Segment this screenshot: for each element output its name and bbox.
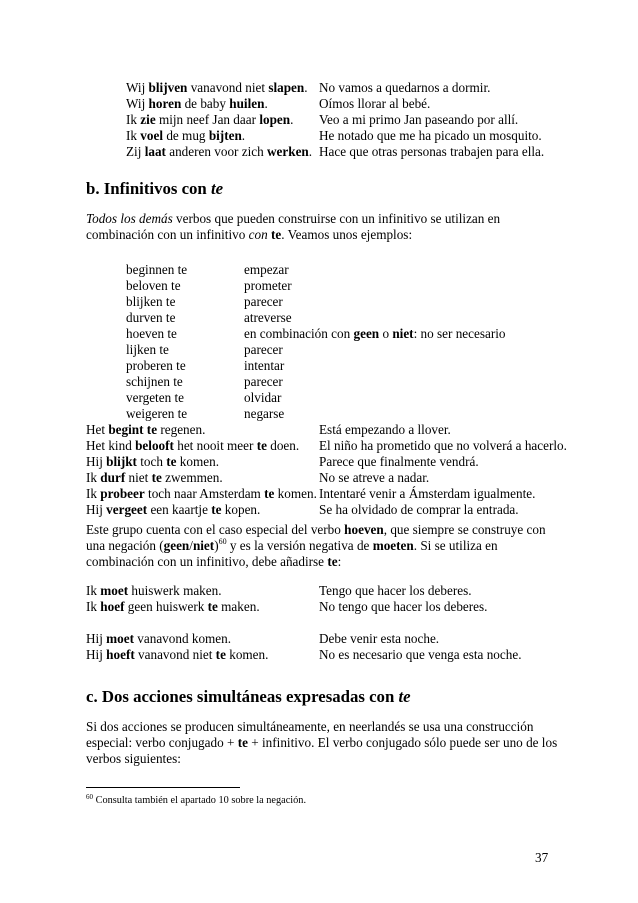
paragraph-line: una negación (geen/niet)$^{60}$ y es la versión negativa de moeten. Si se utiliza en — [86, 537, 498, 553]
example-row-dutch: Ik probeer toch naar Amsterdam te komen. — [86, 486, 317, 501]
example-row-dutch: Ik hoef geen huiswerk te maken. — [86, 599, 260, 614]
example-row-dutch: Ik zie mijn neef Jan daar lopen. — [126, 112, 294, 127]
example-row-spanish: Tengo que hacer los deberes. — [319, 583, 472, 598]
verb-row-dutch: beloven te — [126, 278, 181, 293]
verb-row-dutch: beginnen te — [126, 262, 188, 277]
verb-row-dutch: hoeven te — [126, 326, 177, 341]
example-row-dutch: Ik moet huiswerk maken. — [86, 583, 222, 598]
example-row-dutch: Ik durf niet te zwemmen. — [86, 470, 223, 485]
verb-row-dutch: schijnen te — [126, 374, 183, 389]
hoeven-paragraph — [86, 522, 566, 570]
example-row-spanish: Oímos llorar al bebé. — [319, 96, 431, 111]
section-b-intro — [86, 211, 566, 243]
intro-line: verbos siguientes: — [86, 751, 181, 766]
intro-line: especial: verbo conjugado + te + infinitivo. El verbo conjugado sólo puede ser uno de los — [86, 735, 558, 750]
verb-row-spanish: prometer — [244, 278, 292, 293]
example-row-spanish: Intentaré venir a Ámsterdam igualmente. — [319, 486, 536, 501]
verb-row-dutch: blijken te — [126, 294, 176, 309]
intro-line: Si dos acciones se producen simultáneamente, en neerlandés se usa una construcción — [86, 719, 534, 734]
section-b-heading: b. Infinitivos con te — [86, 179, 224, 198]
verb-row-spanish: olvidar — [244, 390, 282, 405]
example-row-dutch: Hij blijkt toch te komen. — [86, 454, 219, 469]
example-row-dutch: Ik voel de mug bijten. — [126, 128, 246, 143]
page-number: 37 — [535, 850, 549, 865]
intro-line: combinación con un infinitivo con te. Veamos unos ejemplos: — [86, 227, 413, 242]
example-row-spanish: He notado que me ha picado un mosquito. — [319, 128, 542, 143]
example-row-dutch: Het begint te regenen. — [86, 422, 206, 437]
example-row-spanish: Hace que otras personas trabajen para ella. — [319, 144, 545, 159]
example-row-spanish: Se ha olvidado de comprar la entrada. — [319, 502, 519, 517]
example-row-dutch: Het kind belooft het nooit meer te doen. — [86, 438, 300, 453]
paragraph-line: Este grupo cuenta con el caso especial del verbo hoeven, que siempre se construye con — [86, 522, 546, 537]
example-row-spanish: No es necesario que venga esta noche. — [319, 647, 522, 662]
verb-row-spanish: empezar — [244, 262, 289, 277]
intro-line: Todos los demás verbos que pueden construirse con un infinitivo se utilizan en — [86, 211, 501, 226]
example-row-dutch: Zij laat anderen voor zich werken. — [126, 144, 313, 159]
example-row-spanish: No tengo que hacer los deberes. — [319, 599, 488, 614]
example-row-spanish: El niño ha prometido que no volverá a hacerlo. — [319, 438, 567, 453]
verb-row-dutch: weigeren te — [126, 406, 188, 421]
example-row-spanish: Veo a mi primo Jan paseando por allí. — [319, 112, 519, 127]
example-row-spanish: Está empezando a llover. — [319, 422, 451, 437]
section-c-heading: c. Dos acciones simultáneas expresadas con te — [86, 687, 411, 706]
verb-row-dutch: durven te — [126, 310, 176, 325]
example-row-dutch: Hij hoeft vanavond niet te komen. — [86, 647, 269, 662]
example-row-dutch: Wij blijven vanavond niet slapen. — [126, 80, 308, 95]
footnote-separator — [86, 787, 240, 788]
verb-row-dutch: proberen te — [126, 358, 186, 373]
verb-row-dutch: vergeten te — [126, 390, 184, 405]
verb-row-spanish: en combinación con geen o niet: no ser necesario — [244, 326, 506, 341]
verb-row-spanish: atreverse — [244, 310, 292, 325]
paragraph-line: combinación con un infinitivo, debe añadirse te: — [86, 554, 342, 569]
footnote-60: $^{60}$ Consulta también el apartado 10 sobre la negación. — [86, 793, 307, 806]
verb-row-dutch: lijken te — [126, 342, 169, 357]
verb-row-spanish: intentar — [244, 358, 285, 373]
verb-row-spanish: parecer — [244, 342, 283, 357]
verb-row-spanish: negarse — [244, 406, 285, 421]
example-row-dutch: Hij moet vanavond komen. — [86, 631, 232, 646]
example-row-dutch: Hij vergeet een kaartje te kopen. — [86, 502, 261, 517]
verb-row-spanish: parecer — [244, 294, 283, 309]
example-row-spanish: Parece que finalmente vendrá. — [319, 454, 479, 469]
example-row-spanish: Debe venir esta noche. — [319, 631, 440, 646]
verb-row-spanish: parecer — [244, 374, 283, 389]
example-row-spanish: No vamos a quedarnos a dormir. — [319, 80, 491, 95]
example-row-spanish: No se atreve a nadar. — [319, 470, 430, 485]
section-c-intro — [86, 719, 566, 767]
example-row-dutch: Wij horen de baby huilen. — [126, 96, 268, 111]
